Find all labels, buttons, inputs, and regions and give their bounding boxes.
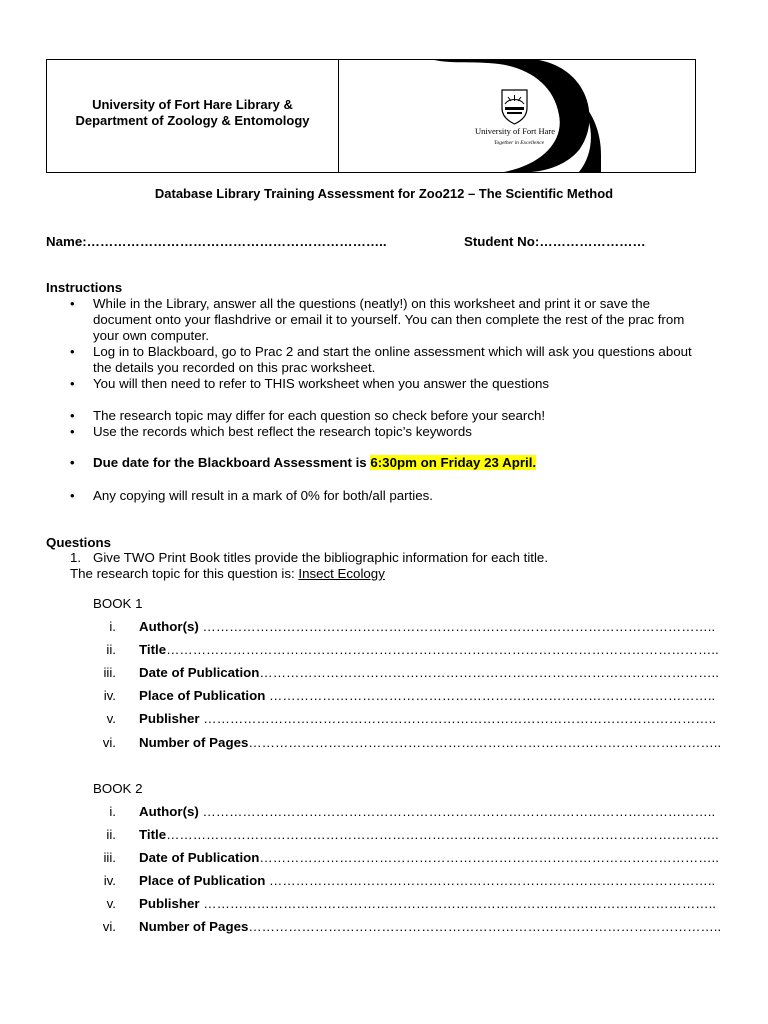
field-label: Title [139,827,167,842]
item-number: i. [109,804,116,819]
book-2-pages-field[interactable] [93,919,723,937]
research-topic: Insect Ecology [298,566,385,581]
book-1-heading: BOOK 1 [93,596,143,611]
blank-line: ……………………………………………………………………………………….. [265,688,716,703]
question-text: Give TWO Print Book titles provide the bibliographic information for each title. [93,550,549,565]
list-item: • Use the records which best reflect the research topic’s keywords [70,424,710,440]
instructions-list [70,296,710,392]
logo-name: University of Fort Hare [474,126,556,136]
book-2-heading: BOOK 2 [93,781,143,796]
book-1-author-field[interactable] [93,619,723,637]
book-1-publisher-field[interactable] [93,711,723,729]
field-label: Date of Publication [139,850,260,865]
book-1-title-field[interactable] [93,642,723,660]
instructions-heading: Instructions [46,280,123,295]
blank-line: …………………………………………………………………………………………………………….. [166,642,719,657]
blank-line: …………………………………………………………………………………………………………….. [166,827,719,842]
item-number: ii. [106,827,116,842]
field-label: Number of Pages [139,919,249,934]
name-field[interactable]: Name:………………………………………………………….. [46,234,387,249]
item-number: i. [109,619,116,634]
due-date-label: Due date for the Blackboard Assessment is [93,455,371,470]
item-number: iii. [103,850,116,865]
blank-line: …………………………………………………………………………………………………….. [198,619,716,634]
blank-line: …………………………………………………………………………………………………….. [199,711,716,726]
header-table [46,59,696,173]
item-number: iii. [103,665,116,680]
field-label: Publisher [139,711,200,726]
book-2-date-field[interactable] [93,850,723,868]
book-2-publisher-field[interactable] [93,896,723,914]
blank-line: …………………………………………………………………………………………….. [248,735,722,750]
book-1-place-field[interactable] [93,688,723,706]
due-date-list [70,455,710,471]
list-item: • The research topic may differ for each question so check before your search! [70,408,710,424]
book-1-pages-field[interactable] [93,735,723,753]
institution-line-1: University of Fort Hare Library & [92,97,293,112]
item-number: v. [106,711,116,726]
question-number: 1. [70,550,82,565]
field-label: Author(s) [139,619,199,634]
item-number: ii. [106,642,116,657]
copy-warning: • Any copying will result in a mark of 0% for both/all parties. [70,488,710,504]
crest-icon [502,90,527,124]
field-label: Publisher [139,896,200,911]
topic-prefix: The research topic for this question is: [70,566,299,581]
field-label: Place of Publication [139,688,266,703]
field-label: Title [139,642,167,657]
institution-line-2: Department of Zoology & Entomology [75,113,310,128]
document-title: Database Library Training Assessment for Zoo212 – The Scientific Method [154,186,614,201]
questions-heading: Questions [46,535,112,550]
blank-line: ………………………………………………………………………………………….. [259,850,719,865]
search-tips-list [70,408,710,440]
list-item: • You will then need to refer to THIS worksheet when you answer the questions [70,376,710,392]
book-1-date-field[interactable] [93,665,723,683]
field-label: Date of Publication [139,665,260,680]
blank-line: ………………………………………………………………………………………….. [259,665,719,680]
due-date-item [70,455,710,471]
warning-list [70,488,710,504]
item-number: iv. [103,873,116,888]
question-1 [70,550,548,566]
item-number: vi. [102,735,116,750]
blank-line: …………………………………………………………………………………………………….. [199,896,716,911]
book-2-place-field[interactable] [93,873,723,891]
blank-line: …………………………………………………………………………………………….. [248,919,722,934]
list-item: • Log in to Blackboard, go to Prac 2 and start the online assessment which will ask you questions about the details you recorded on this prac worksheet. [70,344,710,376]
blank-line: …………………………………………………………………………………………………….. [198,804,716,819]
item-number: vi. [102,919,116,934]
item-number: iv. [103,688,116,703]
student-number-field[interactable]: Student No:…………………… [464,234,646,249]
list-item: • While in the Library, answer all the questions (neatly!) on this worksheet and print it or save the document onto your flashdrive or email it to yourself. You can then complete the rest of the prac from your own computer. [70,296,710,344]
institution-cell [47,60,339,172]
field-label: Number of Pages [139,735,249,750]
university-logo [339,60,695,172]
due-date-highlight: 6:30pm on Friday 23 April. [370,455,537,470]
topic-line [70,566,385,581]
book-2-title-field[interactable] [93,827,723,845]
book-2-author-field[interactable] [93,804,723,822]
logo-tagline: Together in Excellence [493,140,545,146]
item-number: v. [106,896,116,911]
blank-line: ……………………………………………………………………………………….. [265,873,716,888]
field-label: Place of Publication [139,873,266,888]
field-label: Author(s) [139,804,199,819]
logo-cell [339,60,695,172]
